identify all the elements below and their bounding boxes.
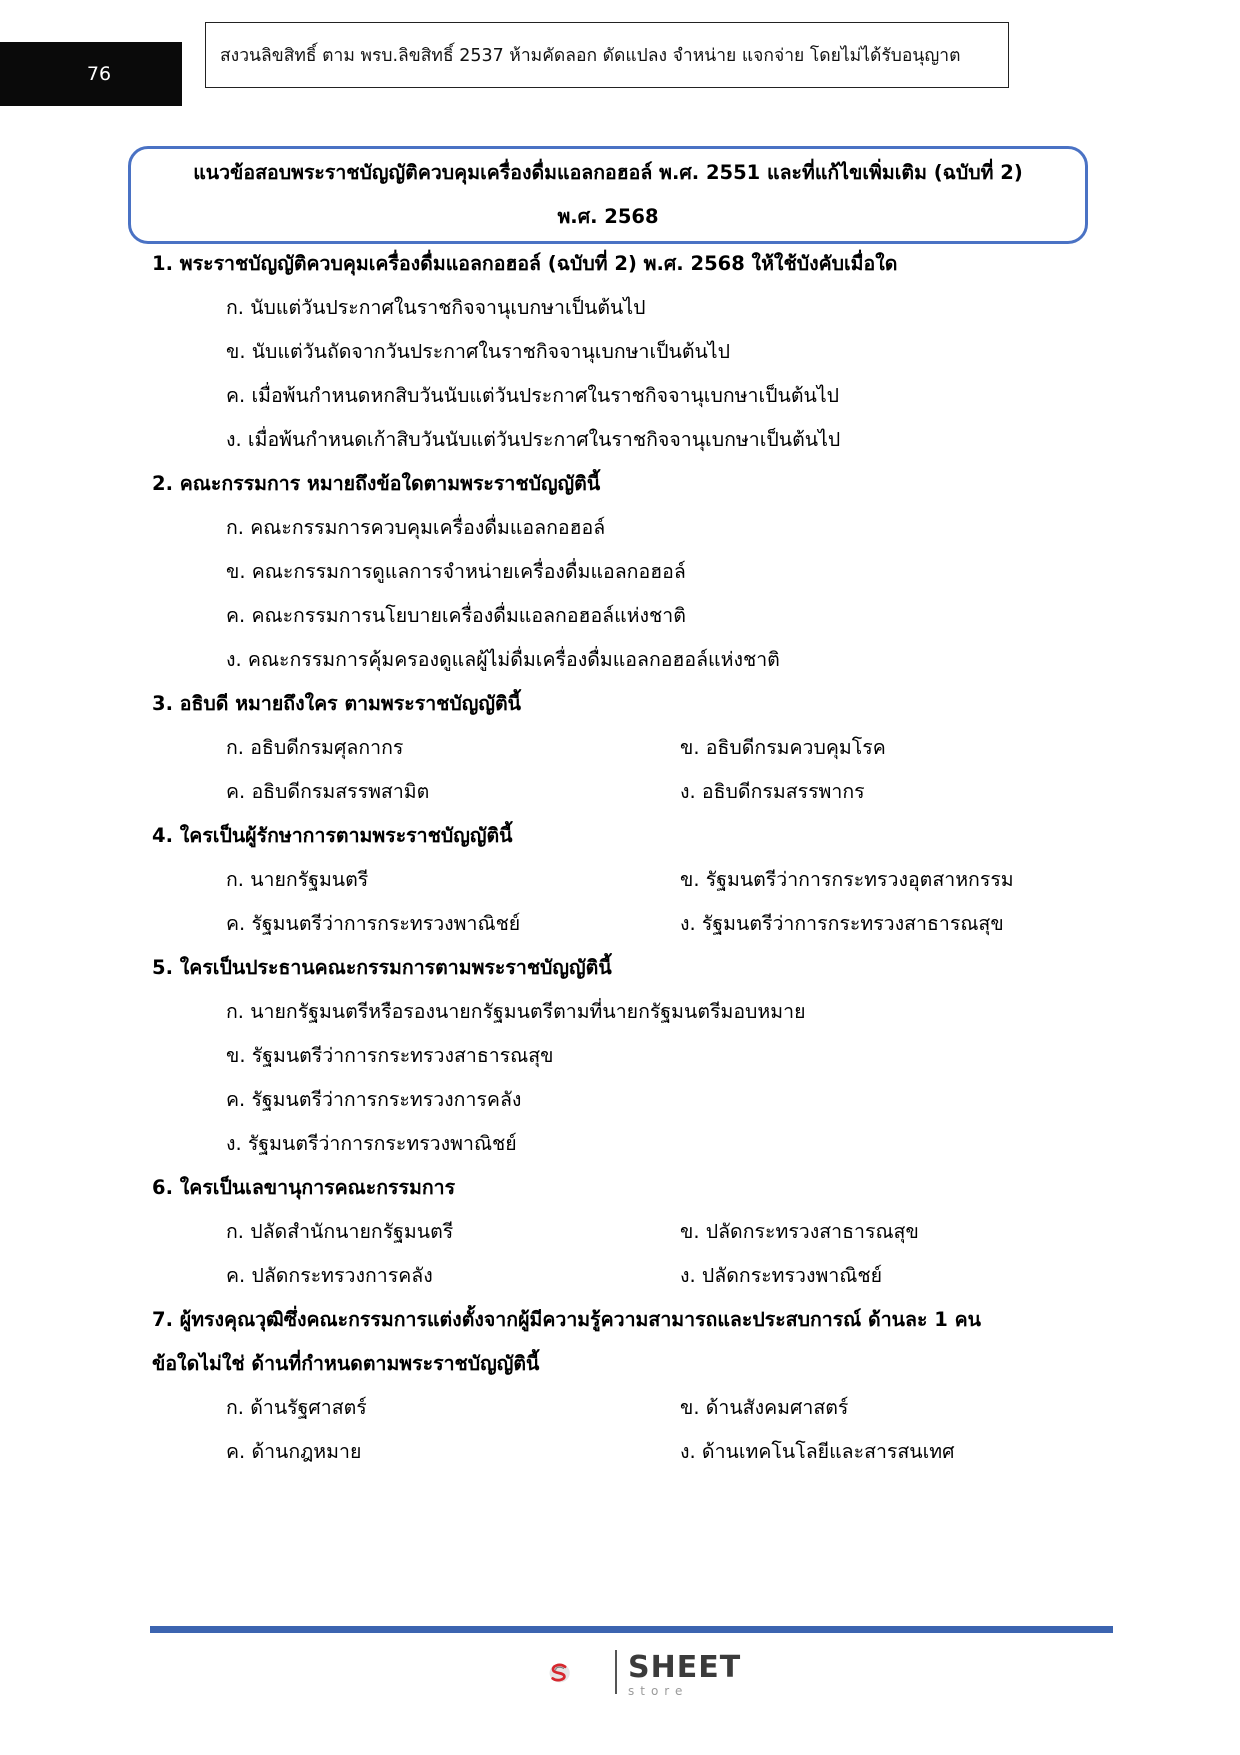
question-3-option-c: ค. อธิบดีกรมสรรพสามิต (226, 780, 430, 803)
question-1 (152, 248, 1072, 279)
question-7-text: 7. ผู้ทรงคุณวุฒิซึ่งคณะกรรมการแต่งตั้งจากผู้มีความรู้ความสามารถและประสบการณ์ ด้านละ 1 คน (152, 1308, 981, 1331)
question-6-option-a: ก. ปลัดสำนักนายกรัฐมนตรี (226, 1220, 454, 1243)
question-5-text: 5. ใครเป็นประธานคณะกรรมการตามพระราชบัญญัตินี้ (152, 956, 612, 979)
question-1-option-b: ข. นับแต่วันถัดจากวันประกาศในราชกิจจานุเบกษาเป็นต้นไป (226, 340, 730, 363)
footer-divider (150, 1626, 1113, 1633)
sheet-store-logo-icon (548, 1645, 618, 1701)
question-6-option-d: ง. ปลัดกระทรวงพาณิชย์ (680, 1264, 883, 1287)
question-3 (152, 688, 1072, 719)
question-7-cont (152, 1348, 1072, 1379)
question-3-text: 3. อธิบดี หมายถึงใคร ตามพระราชบัญญัตินี้ (152, 692, 521, 715)
question-7-option-b: ข. ด้านสังคมศาสตร์ (680, 1396, 849, 1419)
question-3-option-b: ข. อธิบดีกรมควบคุมโรค (680, 736, 886, 759)
question-5-option-d: ง. รัฐมนตรีว่าการกระทรวงพาณิชย์ (226, 1132, 517, 1155)
question-3-option-d: ง. อธิบดีกรมสรรพากร (680, 780, 865, 803)
question-4-option-a: ก. นายกรัฐมนตรี (226, 868, 369, 891)
question-7-option-c: ค. ด้านกฎหมาย (226, 1440, 362, 1463)
question-2-option-d: ง. คณะกรรมการคุ้มครองดูแลผู้ไม่ดื่มเครื่องดื่มแอลกอฮอล์แห่งชาติ (226, 648, 780, 671)
question-7-option-d: ง. ด้านเทคโนโลยีและสารสนเทศ (680, 1440, 955, 1463)
question-7-option-a: ก. ด้านรัฐศาสตร์ (226, 1396, 367, 1419)
question-3-option-a: ก. อธิบดีกรมศุลกากร (226, 736, 404, 759)
question-5-option-c: ค. รัฐมนตรีว่าการกระทรวงการคลัง (226, 1088, 522, 1111)
question-1-option-c: ค. เมื่อพ้นกำหนดหกสิบวันนับแต่วันประกาศในราชกิจจานุเบกษาเป็นต้นไป (226, 384, 840, 407)
question-5 (152, 952, 1072, 983)
question-1-option-d: ง. เมื่อพ้นกำหนดเก้าสิบวันนับแต่วันประกาศในราชกิจจานุเบกษาเป็นต้นไป (226, 428, 841, 451)
question-2-option-a: ก. คณะกรรมการควบคุมเครื่องดื่มแอลกอฮอล์ (226, 516, 606, 539)
logo-wordmark: SHEET (628, 1650, 742, 1685)
section-title (128, 146, 1088, 244)
question-4-text: 4. ใครเป็นผู้รักษาการตามพระราชบัญญัตินี้ (152, 824, 513, 847)
question-4-option-b: ข. รัฐมนตรีว่าการกระทรวงอุตสาหกรรม (680, 868, 1014, 891)
section-title-line-2: พ.ศ. 2568 (557, 205, 659, 228)
copyright-text: สงวนลิขสิทธิ์ ตาม พรบ.ลิขสิทธิ์ 2537 ห้ามคัดลอก ดัดแปลง จำหน่าย แจกจ่าย โดยไม่ได้รับอนุญาต (220, 46, 961, 66)
section-title-line-1: แนวข้อสอบพระราชบัญญัติควบคุมเครื่องดื่มแอลกอฮอล์ พ.ศ. 2551 และที่แก้ไขเพิ่มเติม (ฉบับที่ 2) (193, 161, 1023, 184)
question-7-text-2: ข้อใดไม่ใช่ ด้านที่กำหนดตามพระราชบัญญัตินี้ (152, 1352, 540, 1375)
question-4 (152, 820, 1072, 851)
question-4-option-d: ง. รัฐมนตรีว่าการกระทรวงสาธารณสุข (680, 912, 1004, 935)
question-2-text: 2. คณะกรรมการ หมายถึงข้อใดตามพระราชบัญญัตินี้ (152, 472, 601, 495)
question-4-option-c: ค. รัฐมนตรีว่าการกระทรวงพาณิชย์ (226, 912, 521, 935)
question-6-option-c: ค. ปลัดกระทรวงการคลัง (226, 1264, 433, 1287)
page-number: 76 (0, 42, 182, 106)
question-7 (152, 1304, 1072, 1335)
question-6-text: 6. ใครเป็นเลขานุการคณะกรรมการ (152, 1176, 456, 1199)
question-2 (152, 468, 1072, 499)
question-2-option-b: ข. คณะกรรมการดูแลการจำหน่ายเครื่องดื่มแอลกอฮอล์ (226, 560, 686, 583)
logo-separator (615, 1650, 617, 1694)
question-1-option-a: ก. นับแต่วันประกาศในราชกิจจานุเบกษาเป็นต้นไป (226, 296, 646, 319)
question-2-option-c: ค. คณะกรรมการนโยบายเครื่องดื่มแอลกอฮอล์แห่งชาติ (226, 604, 686, 627)
question-1-text: 1. พระราชบัญญัติควบคุมเครื่องดื่มแอลกอฮอล์ (ฉบับที่ 2) พ.ศ. 2568 ให้ใช้บังคับเมื่อใด (152, 252, 898, 275)
question-5-option-b: ข. รัฐมนตรีว่าการกระทรวงสาธารณสุข (226, 1044, 554, 1067)
copyright-notice (205, 22, 1009, 88)
logo-subtext: store (628, 1684, 689, 1698)
question-6 (152, 1172, 1072, 1203)
question-6-option-b: ข. ปลัดกระทรวงสาธารณสุข (680, 1220, 919, 1243)
question-5-option-a: ก. นายกรัฐมนตรีหรือรองนายกรัฐมนตรีตามที่นายกรัฐมนตรีมอบหมาย (226, 1000, 806, 1023)
